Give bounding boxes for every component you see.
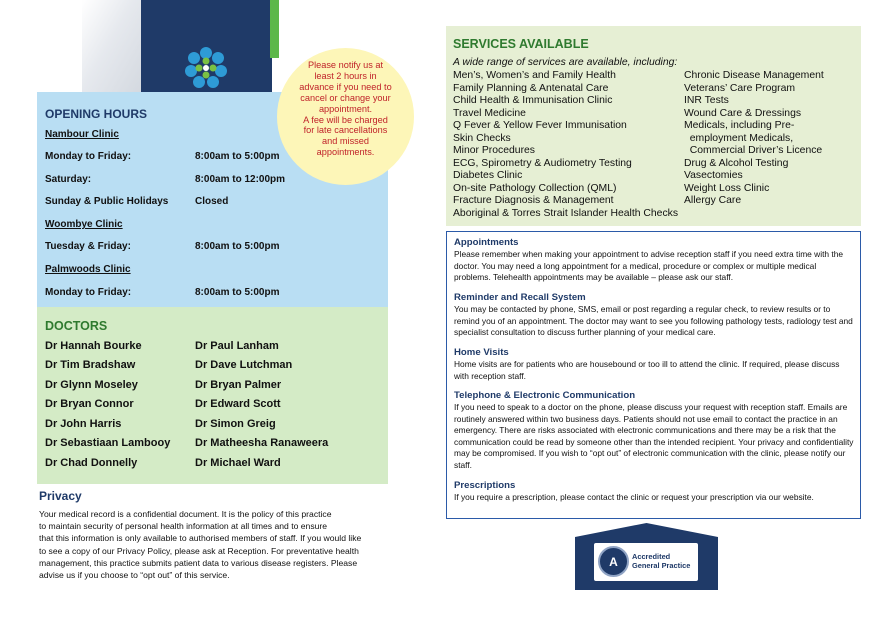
hours-row: Sunday & Public Holidays Closed xyxy=(45,196,229,207)
doctor-name: Dr Matheesha Ranaweera xyxy=(195,437,329,449)
doctor-name: Dr Bryan Connor xyxy=(45,398,134,410)
services-title: SERVICES AVAILABLE xyxy=(453,37,589,51)
home-visits-heading: Home Visits xyxy=(454,347,509,358)
prescriptions-heading: Prescriptions xyxy=(454,480,516,491)
doctor-name: Dr Bryan Palmer xyxy=(195,379,282,391)
doctor-name: Dr Michael Ward xyxy=(195,457,281,469)
flower-logo-icon xyxy=(182,44,230,92)
prescriptions-text: If you require a prescription, please contact the clinic or request your prescription via our website. xyxy=(454,492,814,502)
clinic-name-nambour: Nambour Clinic xyxy=(45,129,119,140)
reminder-heading: Reminder and Recall System xyxy=(454,292,586,303)
doctor-name: Dr Edward Scott xyxy=(195,398,281,410)
hours-row: Monday to Friday: 8:00am to 5:00pm xyxy=(45,151,280,162)
clinic-name-woombye: Woombye Clinic xyxy=(45,219,123,230)
privacy-text: Your medical record is a confidential document. It is the policy of this practice to maintain security of personal health information at all times and to ensure that this information is only available to authorised members of staff. If you would like to see a copy of our Privacy Policy, please ask at Reception. For preventative health management, this practice submits patient data to various disease registers. Please advise us if you choose to “opt out” of this service. xyxy=(39,509,362,581)
doctor-name: Dr Tim Bradshaw xyxy=(45,359,136,371)
accreditation-text: Accredited General Practice xyxy=(632,552,691,570)
services-list-right: Chronic Disease Management Veterans’ Care Program INR Tests Wound Care & Dressings Medicals, including Pre- employment Medicals, Commercial Driver’s Licence Drug & Alcohol Testing Vasectomies Weight Loss Clinic Allergy Care xyxy=(684,70,824,207)
header-decoration xyxy=(82,0,144,92)
doctor-name: Dr John Harris xyxy=(45,418,122,430)
telephone-heading: Telephone & Electronic Communication xyxy=(454,390,636,401)
doctor-name: Dr Sebastiaan Lambooy xyxy=(45,437,171,449)
services-panel xyxy=(446,26,861,226)
appointments-heading: Appointments xyxy=(454,237,519,248)
appointments-text: Please remember when making your appointment to advise reception staff if you need extra time with the doctor. You may need a long appointment for a medical, procedure or complex or multiple medical problems. Telehealth appointments may be available – please ask our staff. xyxy=(454,249,844,283)
doctors-panel xyxy=(37,307,388,484)
reminder-text: You may be contacted by phone, SMS, email or post regarding a regular check, to review results or to remind you of an appointment. The doctor may want to see you following pathology tests, radiology test and specialist consultation to discuss further planning of your medical care. xyxy=(454,304,853,338)
doctors-title: DOCTORS xyxy=(45,319,108,333)
header-accent-stripe xyxy=(270,0,279,58)
services-intro: A wide range of services are available, including: xyxy=(453,57,678,68)
clinic-name-palmwoods: Palmwoods Clinic xyxy=(45,264,131,275)
hours-row: Saturday: 8:00am to 12:00pm xyxy=(45,174,286,185)
cancellation-notice: Please notify us at least 2 hours in advance if you need to cancel or change your appointment. A fee will be charged for late cancellations and missed appointments. xyxy=(277,48,414,185)
privacy-title: Privacy xyxy=(39,489,82,503)
opening-hours-title: OPENING HOURS xyxy=(45,107,148,121)
hours-row: Monday to Friday: 8:00am to 5:00pm xyxy=(45,287,280,298)
doctor-name: Dr Chad Donnelly xyxy=(45,457,138,469)
accreditation-seal-icon: A xyxy=(598,546,629,577)
services-list-left: Men’s, Women’s and Family Health Family Planning & Antenatal Care Child Health & Immunisation Clinic Travel Medicine Q Fever & Yellow Fever Immunisation Skin Checks Minor Procedures ECG, Spirometry & Audiometry Testing Diabetes Clinic On-site Pathology Collection (QML) Fracture Diagnosis & Management Aboriginal & Torres Strait Islander Health Checks xyxy=(453,70,679,220)
home-visits-text: Home visits are for patients who are housebound or too ill to attend the clinic. If required, please discuss with reception staff. xyxy=(454,359,840,381)
doctor-name: Dr Glynn Moseley xyxy=(45,379,138,391)
hours-row: Tuesday & Friday: 8:00am to 5:00pm xyxy=(45,241,280,252)
doctor-name: Dr Dave Lutchman xyxy=(195,359,293,371)
doctor-name: Dr Simon Greig xyxy=(195,418,276,430)
telephone-text: If you need to speak to a doctor on the phone, please discuss your request with reception staff. Emails are routinely answered within two business days. Patients should not use email to contact the practice in an emergency. There are risks associated with electronic communications and there may be a risk that the communication could be read by someone other than the intended recipient. Your privacy and confidentiality may be compromised. If you wish to “opt out” of electronic communication with the clinic, please notify our staff. xyxy=(454,402,854,470)
doctor-name: Dr Paul Lanham xyxy=(195,340,279,352)
patient-info-panel xyxy=(446,231,861,519)
accreditation-badge xyxy=(594,543,698,581)
doctor-name: Dr Hannah Bourke xyxy=(45,340,142,352)
